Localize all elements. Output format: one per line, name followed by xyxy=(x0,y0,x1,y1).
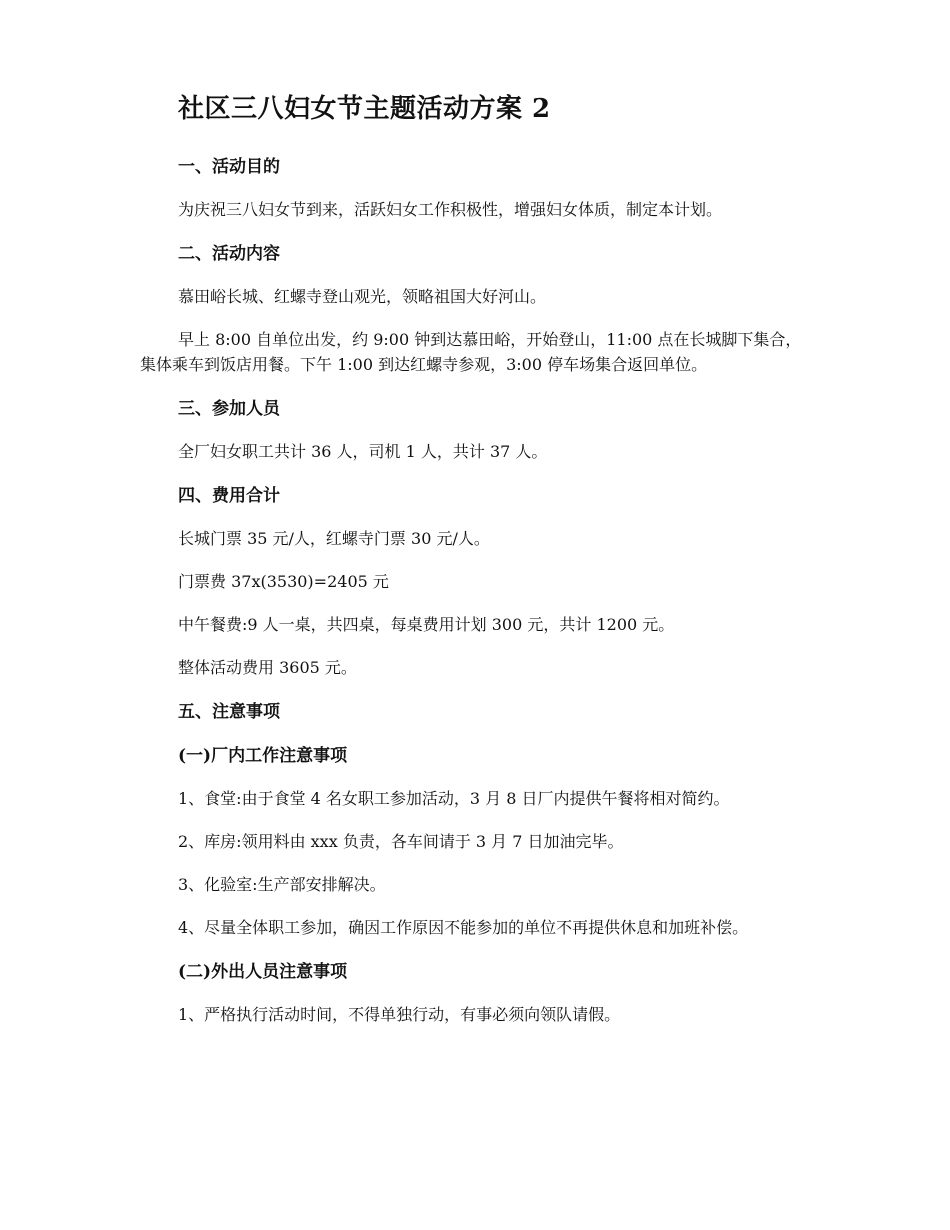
paragraph-costs-2: 门票费 37x(3530)=2405 元 xyxy=(178,572,389,591)
section-heading-participants: 三、参加人员 xyxy=(178,399,280,419)
paragraph-costs-1: 长城门票 35 元/人，红螺寺门票 30 元/人。 xyxy=(178,529,490,548)
section-heading-purpose: 一、活动目的 xyxy=(178,157,280,177)
page-title: 社区三八妇女节主题活动方案 2 xyxy=(178,94,551,124)
paragraph-content-2: 早上 8:00 自单位出发，约 9:00 钟到达慕田峪，开始登山，11:00 点在长城脚下集合，集体乘车到饭店用餐。下午 1:00 到达红螺寺参观，3:00 停车场集合返回单位。 xyxy=(140,330,802,374)
paragraph-factory-1: 1、食堂:由于食堂 4 名女职工参加活动，3 月 8 日厂内提供午餐将相对简约。 xyxy=(178,789,730,808)
section-heading-notes: 五、注意事项 xyxy=(178,702,280,722)
paragraph-factory-4: 4、尽量全体职工参加，确因工作原因不能参加的单位不再提供休息和加班补偿。 xyxy=(178,918,749,937)
paragraph-outing-1: 1、严格执行活动时间，不得单独行动，有事必须向领队请假。 xyxy=(178,1005,621,1024)
paragraph-factory-3: 3、化验室:生产部安排解决。 xyxy=(178,875,386,894)
document-body xyxy=(140,153,810,1027)
subsection-heading-outing: (二)外出人员注意事项 xyxy=(178,962,348,982)
paragraph-costs-4: 整体活动费用 3605 元。 xyxy=(178,658,357,677)
paragraph-content-1: 慕田峪长城、红螺寺登山观光，领略祖国大好河山。 xyxy=(178,287,547,306)
paragraph-participants: 全厂妇女职工共计 36 人，司机 1 人，共计 37 人。 xyxy=(178,442,548,461)
section-heading-content: 二、活动内容 xyxy=(178,244,280,264)
section-heading-costs: 四、费用合计 xyxy=(178,486,280,506)
subsection-heading-factory: (一)厂内工作注意事项 xyxy=(178,746,348,766)
paragraph-factory-2: 2、库房:领用料由 xxx 负责，各车间请于 3 月 7 日加油完毕。 xyxy=(178,832,624,851)
paragraph-costs-3: 中午餐费:9 人一桌，共四桌，每桌费用计划 300 元，共计 1200 元。 xyxy=(178,615,675,634)
paragraph-purpose: 为庆祝三八妇女节到来，活跃妇女工作积极性，增强妇女体质，制定本计划。 xyxy=(178,200,723,219)
